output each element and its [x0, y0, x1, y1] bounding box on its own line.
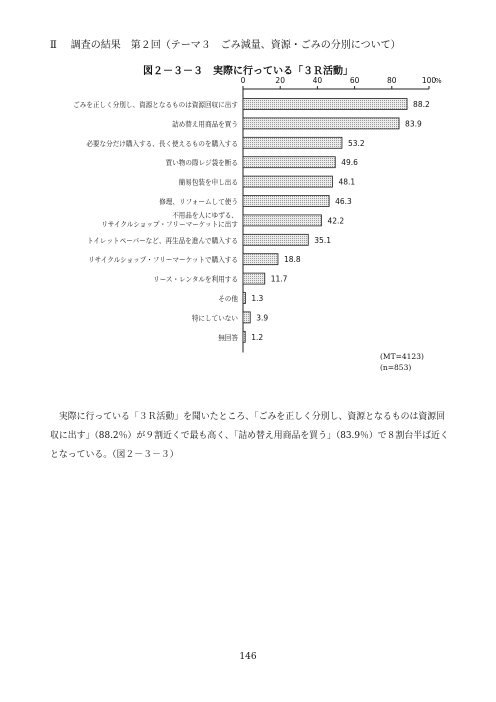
value-label: 83.9: [405, 119, 422, 129]
category-label: 特にしていない: [191, 314, 238, 323]
category-label: 簡易包装を申し出る: [178, 178, 238, 187]
x-tick-label: 100: [421, 76, 437, 85]
category-label: ごみを正しく分別し、資源となるものは資源回収に出す: [73, 101, 238, 109]
value-label: 48.1: [338, 177, 356, 187]
value-label: 3.9: [256, 313, 269, 323]
section-number: Ⅱ: [50, 40, 57, 51]
category-label: 無回答: [218, 333, 238, 342]
x-unit-label: %: [435, 77, 442, 85]
category-label: リース・レンタルを利用する: [153, 275, 238, 284]
bar-2: [243, 137, 342, 148]
figure-title: 図２－３－３ 実際に行っている「３Ｒ活動」: [143, 66, 353, 77]
body-paragraph: 実際に行っている「３Ｒ活動」を聞いたところ、「ごみを正しく分別し、資源となるものは資源回収に出す」（88.2％）が９割近くで最も高く、「詰め替え用商品を買う」（83.9％）で８割台半ば近くとなっている。（図２－３－３）: [50, 412, 449, 460]
bar-chart: [0, 72, 496, 377]
category-label: その他: [218, 295, 238, 303]
x-tick-label: 40: [312, 76, 323, 85]
value-label: 1.2: [251, 332, 264, 342]
category-label: 不用品を人にゆずる、: [172, 211, 238, 220]
x-tick-label: 20: [275, 76, 285, 85]
page-number: 146: [239, 652, 257, 662]
bar-7: [243, 234, 308, 245]
value-label: 11.7: [270, 274, 288, 284]
x-tick-label: 0: [240, 76, 246, 85]
note-mt: (MT=4123): [380, 352, 424, 361]
bar-10: [243, 293, 245, 304]
bar-5: [243, 196, 329, 207]
bar-11: [243, 312, 250, 323]
bar-4: [243, 176, 332, 187]
bar-12: [243, 331, 245, 342]
bar-9: [243, 273, 265, 284]
value-label: 35.1: [314, 235, 331, 245]
value-label: 1.3: [251, 294, 264, 303]
value-label: 53.2: [347, 138, 365, 148]
bar-8: [243, 254, 278, 265]
value-label: 42.2: [327, 216, 345, 226]
value-label: 46.3: [335, 197, 352, 206]
bar-3: [243, 157, 335, 168]
category-label: トイレットペーパーなど、再生品を進んで購入する: [87, 236, 238, 245]
bar-1: [243, 118, 399, 129]
bar-0: [243, 99, 407, 110]
category-label: 買い物の際レジ袋を断る: [165, 159, 238, 168]
note-n: (n=853): [380, 363, 412, 372]
section-title: 調査の結果 第２回（テーマ３ ごみ減量、資源・ごみの分別について）: [70, 40, 401, 51]
x-tick-label: 60: [349, 76, 360, 85]
category-label: 詰め替え用商品を買う: [172, 120, 238, 129]
category-label: リサイクルショップ・フリーマーケットに出す: [101, 220, 238, 229]
bar-6: [243, 215, 321, 226]
value-label: 49.6: [341, 158, 358, 168]
category-label: リサイクルショップ・フリーマーケットで購入する: [88, 256, 238, 265]
x-tick-label: 80: [387, 76, 397, 85]
body-text: [50, 408, 450, 465]
category-label: 必要な分だけ購入する、長く使えるものを購入する: [86, 139, 238, 148]
section-header: [50, 36, 401, 51]
category-label: 修理、リフォームして使う: [159, 198, 238, 206]
value-label: 88.2: [413, 100, 430, 109]
value-label: 18.8: [283, 255, 301, 265]
